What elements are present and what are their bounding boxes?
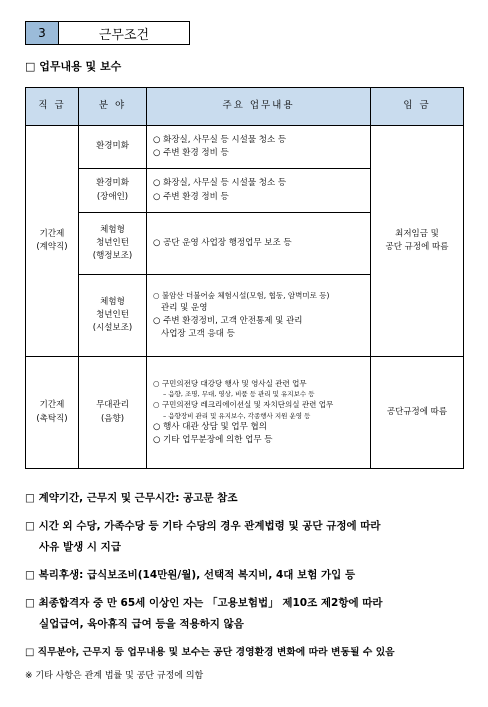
list-item: □ 복리후생: 급식보조비(14만원/월), 선택적 복지비, 4대 보험 가입 등 [25,569,356,581]
header-wage: 임 금 [371,88,464,126]
section-header [25,21,190,45]
grade-cell: 기간제 (촉탁직) [26,357,79,469]
subheading: □ 업무내용 및 보수 [25,60,122,73]
header-duties: 주요 업무내용 [147,88,371,126]
table-row [26,126,464,169]
field-cell: 체험형 청년인턴 (행정보조) [79,213,147,275]
duties-cell: ○ 공단 운영 사업장 행정업무 보조 등 [147,213,371,275]
field-cell: 환경미화 (장애인) [79,169,147,213]
duties-cell: ○ 화장실, 사무실 등 시설물 청소 등 ○ 주변 환경 정비 등 [147,169,371,213]
field-cell: 무대관리 (음향) [79,357,147,469]
section-title: 근무조건 [98,27,150,43]
wage-cell: 최저임금 및 공단 규정에 따름 [371,126,464,357]
header-field: 분 야 [79,88,147,126]
table-row [26,357,464,469]
field-cell: 환경미화 [79,126,147,169]
work-conditions-table [25,87,464,469]
table-header-row [26,88,464,126]
duties-cell: ○ 화장실, 사무실 등 시설물 청소 등 ○ 주변 환경 정비 등 [147,126,371,169]
duties-cell: ○ 구민의전당 대강당 행사 및 영사실 관련 업무 – 음향, 조명, 무대, 영상, 비품 등 관리 및 유지보수 등 ○ 구민의전당 레크리에이션실 및 자치단의실 관련 업무 – 음향장비 관리 및 유지보수, 각종행사 지원 운영 등 ○ 행사 대관 상담 및 업무 협의 ○ 기타 업무분장에 의한 업무 등 [147,357,371,469]
list-item: □ 시간 외 수당, 가족수당 등 기타 수당의 경우 관계법령 및 공단 규정에 따라 사유 발생 시 지급 [25,520,381,553]
list-item: □ 계약기간, 근무지 및 근무시간: 공고문 참조 [25,492,238,504]
section-number: 3 [26,22,59,44]
list-item: □ 직무분야, 근무지 등 업무내용 및 보수는 공단 경영환경 변화에 따라 변동될 수 있음 [25,647,395,658]
wage-cell: 공단규정에 따름 [371,357,464,469]
duties-cell: ○ 불암산 더불어숲 체험시설(모험, 협동, 암벽미로 등) 관리 및 운영 ○ 주변 환경정비, 고객 안전통제 및 관리 사업장 고객 응대 등 [147,275,371,357]
grade-cell: 기간제 (계약직) [26,126,79,357]
field-cell: 체험형 청년인턴 (시설보조) [79,275,147,357]
header-grade: 직 급 [26,88,79,126]
conditions-list [25,488,475,681]
footnote: ※ 기타 사항은 관계 법률 및 공단 규정에 의함 [25,671,204,681]
list-item: □ 최종합격자 중 만 65세 이상인 자는 「고용보험법」 제10조 제2항에 따라 실업급여, 육아휴직 급여 등을 적용하지 않음 [25,597,383,630]
